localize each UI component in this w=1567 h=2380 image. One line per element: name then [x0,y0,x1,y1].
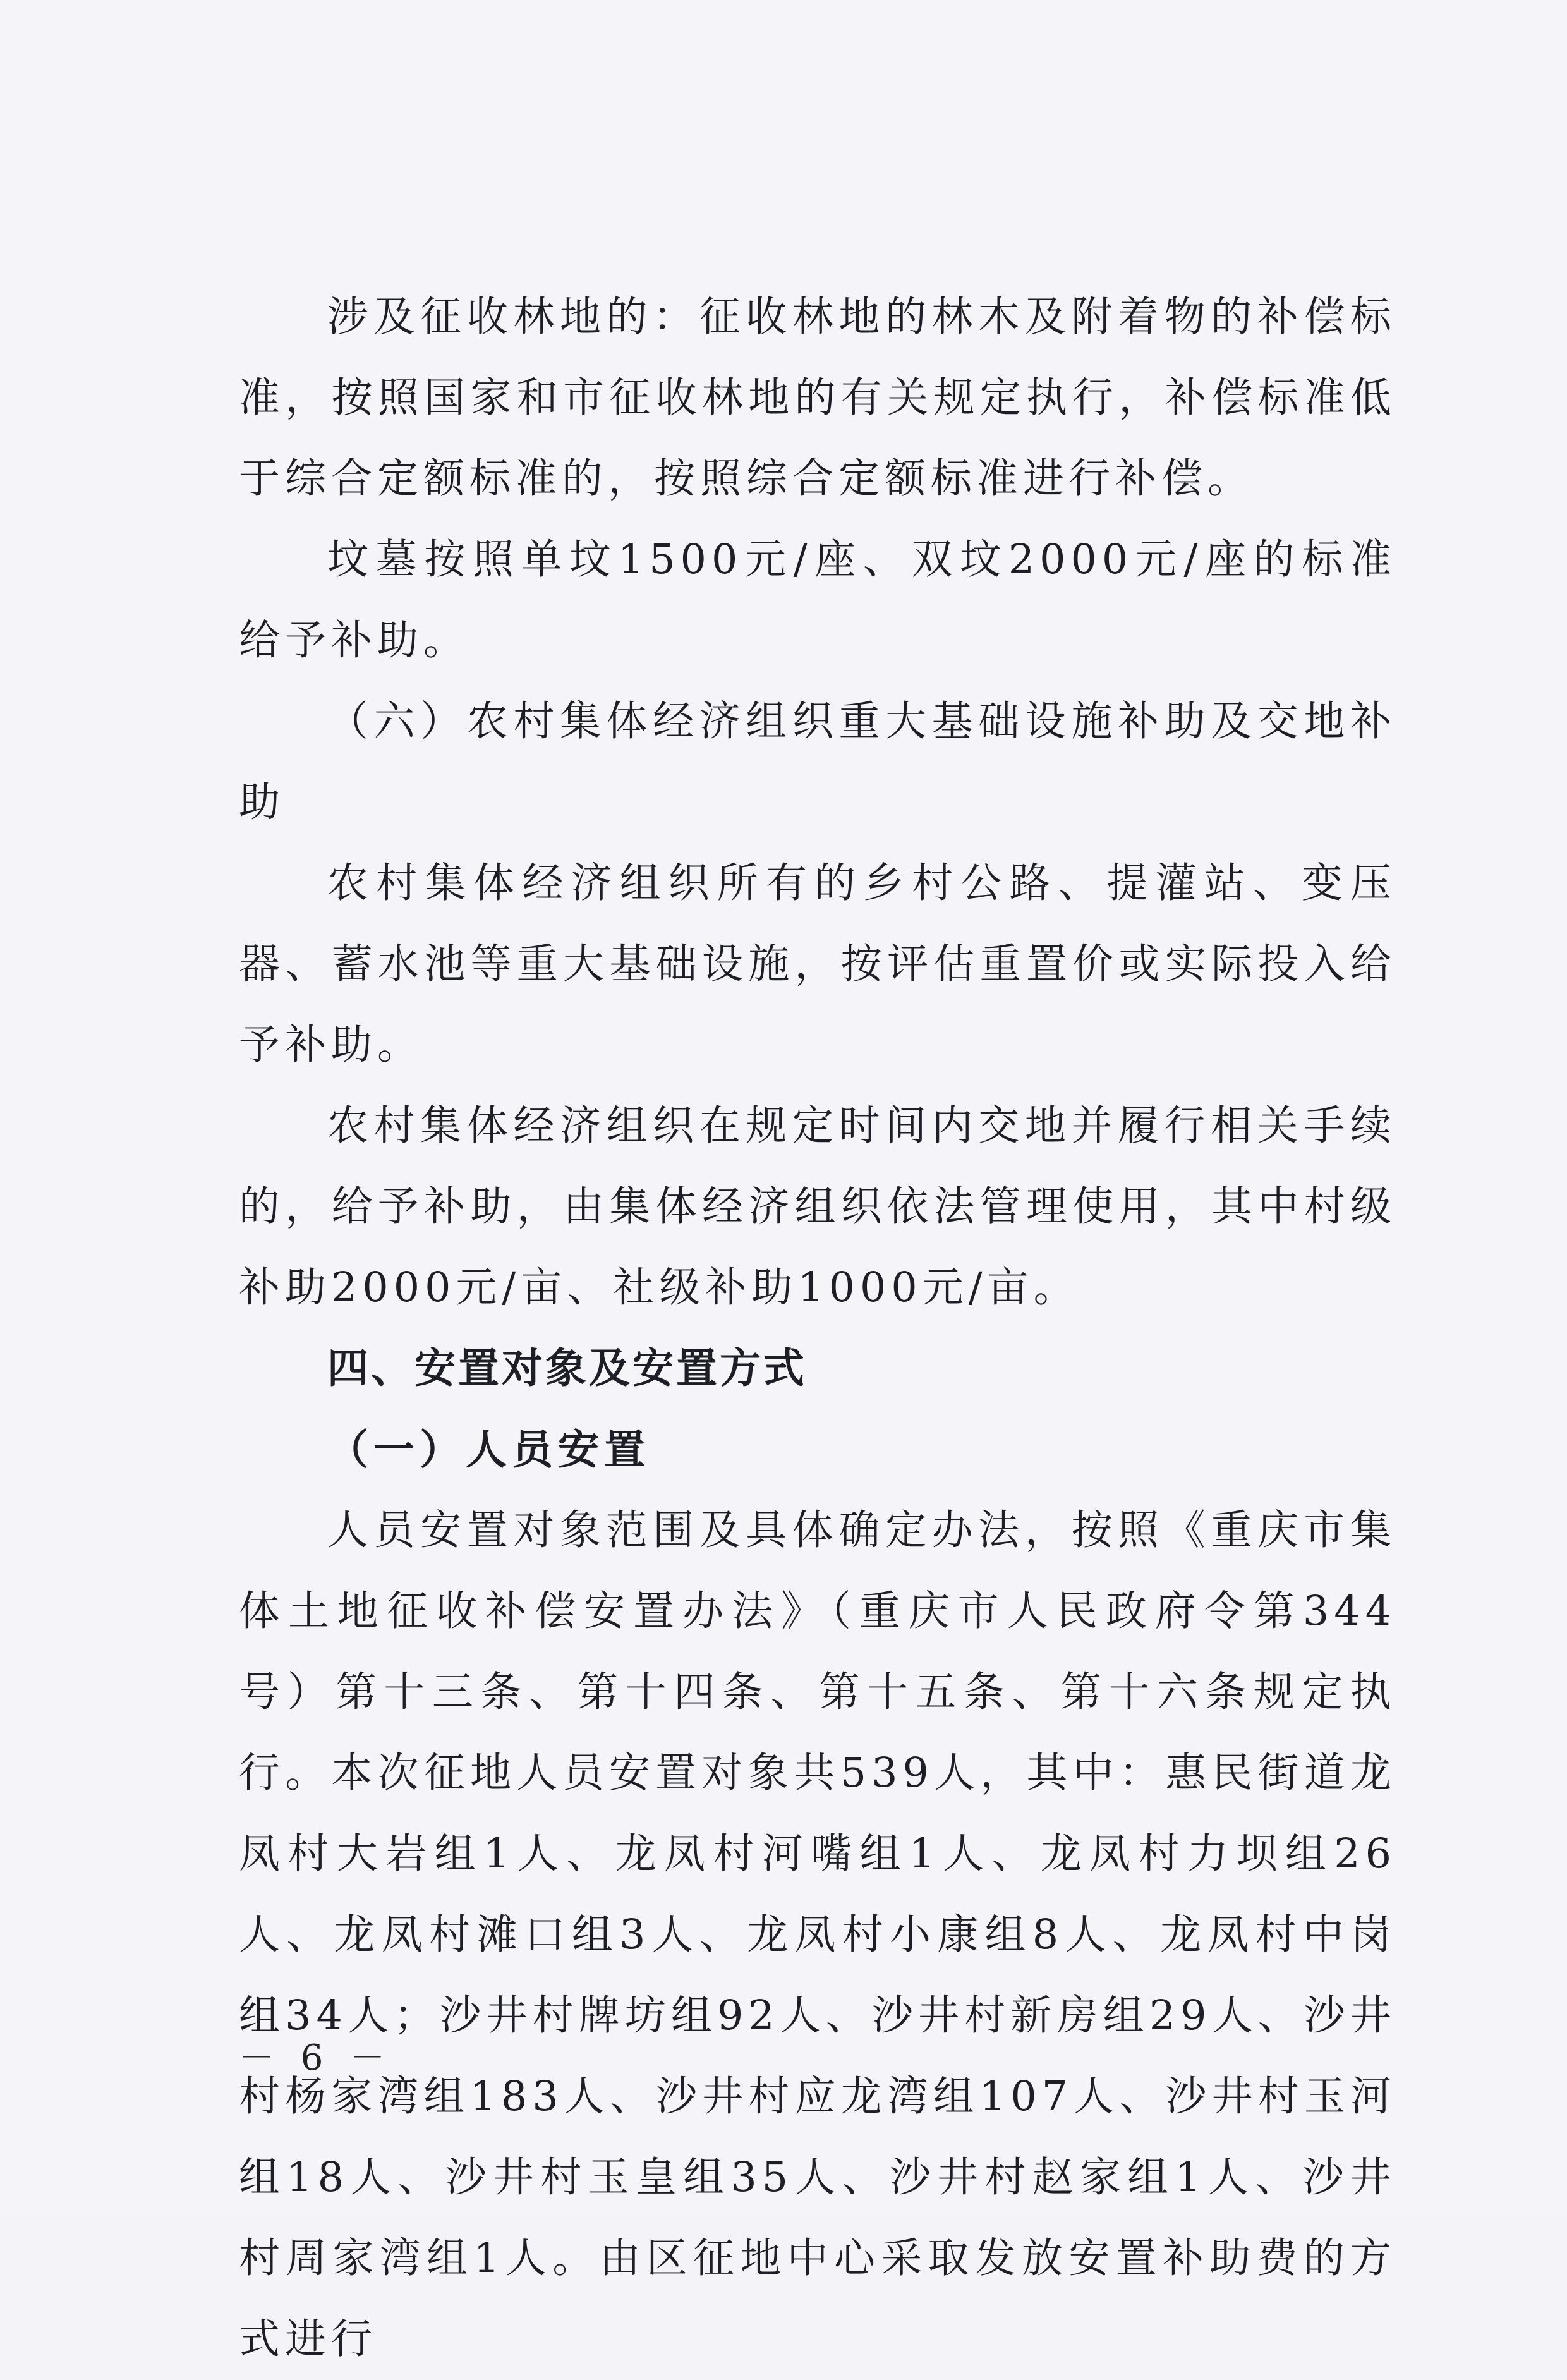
paragraph-graves: 坟墓按照单坟1500元/座、双坟2000元/座的标准给予补助。 [239,536,1396,664]
section-four-title: 四、安置对象及安置方式 [327,1345,808,1392]
document-body [239,277,1396,2380]
paragraph-forest-land: 涉及征收林地的：征收林地的林木及附着物的补偿标准，按照国家和市征收林地的有关规定执行，补偿标准低于综合定额标准的，按照综合定额标准进行补偿。 [239,293,1396,502]
paragraph-personnel-resettlement: 人员安置对象范围及具体确定办法，按照《重庆市集体土地征收补偿安置办法》（重庆市人民政府令第344号）第十三条、第十四条、第十五条、第十六条规定执行。本次征地人员安置对象共539人，其中：惠民街道龙凤村大岩组1人、龙凤村河嘴组1人、龙凤村力坝组26人、龙凤村滩口组3人、龙凤村小康组8人、龙凤村中岗组34人；沙井村牌坊组92人、沙井村新房组29人、沙井村杨家湾组183人、沙井村应龙湾组107人、沙井村玉河组18人、沙井村玉皇组35人、沙井村赵家组1人、沙井村周家湾组1人。由区征地中心采取发放安置补助费的方式进行 [239,1507,1396,2363]
section-six-title: （六）农村集体经济组织重大基础设施补助及交地补助 [239,698,1396,826]
page-number: － 6 － [239,2037,393,2079]
subsection-one-title: （一）人员安置 [327,1426,651,1474]
paragraph-infrastructure: 农村集体经济组织所有的乡村公路、提灌站、变压器、蓄水池等重大基础设施，按评估重置价或实际投入给予补助。 [239,859,1396,1069]
paragraph-land-handover: 农村集体经济组织在规定时间内交地并履行相关手续的，给予补助，由集体经济组织依法管理使用，其中村级补助2000元/亩、社级补助1000元/亩。 [239,1102,1396,1311]
